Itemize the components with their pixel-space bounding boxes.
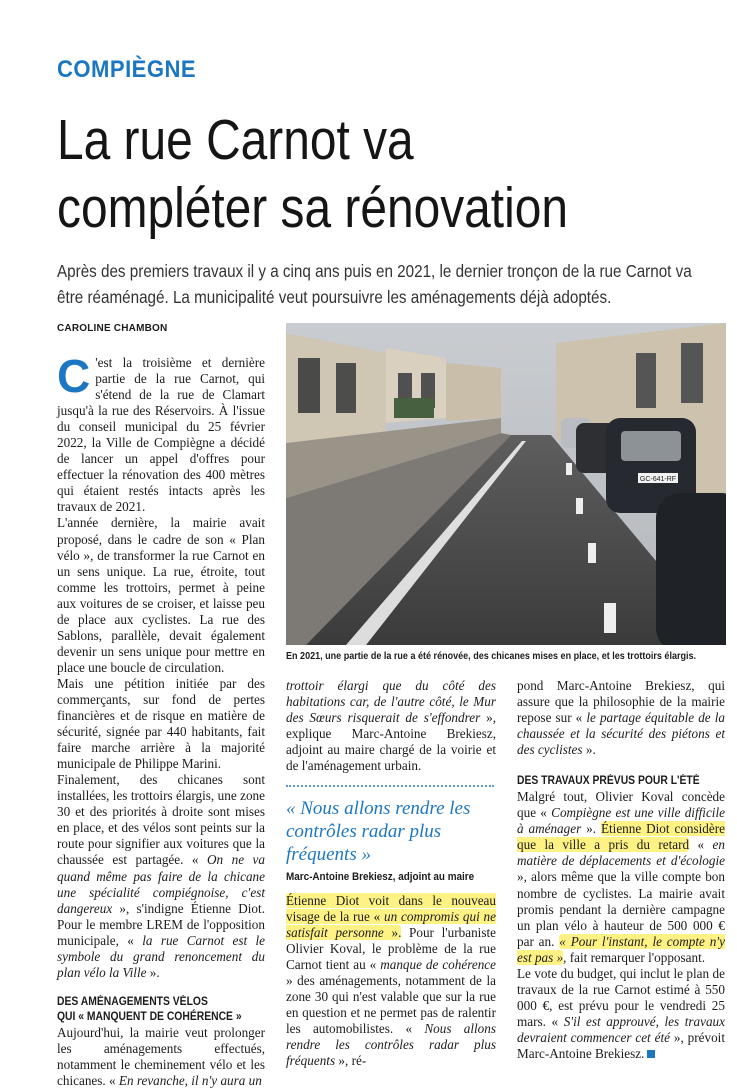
pull-quote-box [286, 785, 496, 883]
standfirst: Après des premiers travaux il y a cinq ans puis en 2021, le dernier tronçon de la rue Carnot va être réaménagé. La municipalité veut poursuivre les aménagements déjà adoptés. [57, 261, 692, 307]
byline: CAROLINE CHAMBON [57, 323, 168, 334]
photo-caption: En 2021, une partie de la rue a été rénovée, des chicanes mises en place, et les trottoirs élargis. [286, 650, 697, 662]
dotted-divider [286, 785, 494, 787]
paragraph-budget: Le vote du budget, qui inclut le plan de travaux de la rue Carnot estimé à 550 000 €, est prévu pour le vendredi 25 mars. « S'il est approuvé, les travaux devraient commencer cet été », prévoit Marc-Antoine Brekiesz. [517, 965, 725, 1061]
column-2-bottom [286, 893, 496, 1070]
pull-quote: « Nous allons rendre les contrôles radar plus fréquents » [286, 798, 471, 865]
paragraph-1: C 'est la troisième et dernière partie de la rue Carnot, qui s'étend de la rue de Clamart jusqu'à la rue des Réservoirs. À l'issue du conseil municipal du 25 février 2022, la Ville de Compiègne a décidé de lancer un appel d'offres pour effectuer la rénovation des 400 mètres qui étaient restés intacts après les travaux de 2021. [57, 350, 265, 515]
headline [57, 106, 721, 242]
license-plate: GC-641-RF [639, 476, 677, 483]
column-3 [517, 678, 725, 1062]
paragraph-3: Mais une pétition initiée par des commerçants, sur fond de pertes financières et de risque en matière de sécurité, signée par 440 habitants, fait faire marche arrière à la majorité municipale de Philippe Marini. [57, 675, 265, 772]
paragraph-2: L'année dernière, la mairie avait proposé, dans le cadre de son « Plan vélo », de transformer la rue Carnot en un sens unique. La rue, étroite, tout comme les trottoirs, permet à peine aux voitures de se croiser, et laisse peu de place aux cyclistes. La rue des Sablons, parallèle, devait également devenir un sens unique pour mettre en place une boucle de circulation. [57, 515, 265, 675]
drop-cap: C [57, 350, 91, 402]
section-kicker: COMPIÈGNE [57, 56, 197, 83]
paragraph-diot: Étienne Diot voit dans le nouveau visage de la rue « un compromis qui ne satisfait personne ». Pour l'urbaniste Olivier Koval, le problème de la rue Carnot tient au « manque de cohérence » des aménagements, notamment de la zone 30 qui n'est valable que sur la rue en question et ne permet pas de ralentir les automobilistes. « Nous allons rendre les contrôles radar plus fréquents », ré- [286, 893, 497, 1069]
subheading-1: DES AMÉNAGEMENTS VÉLOS QUI « MANQUENT DE COHÉRENCE » [57, 995, 242, 1023]
paragraph-brekiesz: pond Marc-Antoine Brekiesz, qui assure que la philosophie de la mairie repose sur « le partage équitable de la chaussée et la sécurité des piétons et des cyclistes ». [517, 678, 725, 758]
column-1 [57, 350, 266, 1089]
paragraph-4: Finalement, des chicanes sont installées, les trottoirs élargis, une zone 30 et des priorités à droite sont mises en place, et des vélos sont peints sur la route pour signifier aux voitures que la chaussée est partagée. « On ne va quand même pas faire de la chicane une spécialité compiégnoise, c'est dangereux », s'indigne Étienne Diot. Pour le membre LREM de l'opposition municipale, « la rue Carnot est le symbole du grand renoncement du plan vélo la Ville ». [57, 772, 266, 980]
paragraph-koval: Malgré tout, Olivier Koval concède que « Compiègne est une ville difficile à aménager ». Étienne Diot considère que la ville a pris du retard « en matière de déplacements et d'écologie », alors même que la ville compte bon nombre de cyclistes. La mairie avait promis pendant la dernière campagne un plan vélo à hauteur de 500 000 € par an. « Pour l'instant, le compte n'y est pas », fait remarquer l'opposant. [517, 789, 725, 965]
paragraph-continued: trottoir élargi que du côté des habitations car, de l'autre côté, le Mur des Sœurs risquerait de s'effondrer », explique Marc-Antoine Brekiesz, adjoint au maire chargé de la voirie et de l'aménagement urbain. [286, 678, 497, 774]
end-mark-square [647, 1050, 655, 1058]
street-photo [286, 323, 726, 645]
subheading-2: DES TRAVAUX PRÉVUS POUR L'ÉTÉ [517, 775, 700, 788]
column-2 [286, 678, 496, 774]
pull-quote-source: Marc-Antoine Brekiesz, adjoint au maire [286, 871, 475, 883]
paragraph-5: Aujourd'hui, la mairie veut prolonger les aménagements effectués, notamment le cheminement vélo et les chicanes. « En revanche, il n'y aura un [57, 1024, 265, 1088]
headline-line-1: La rue Carnot va [57, 108, 414, 172]
headline-line-2: compléter sa rénovation [57, 176, 568, 240]
